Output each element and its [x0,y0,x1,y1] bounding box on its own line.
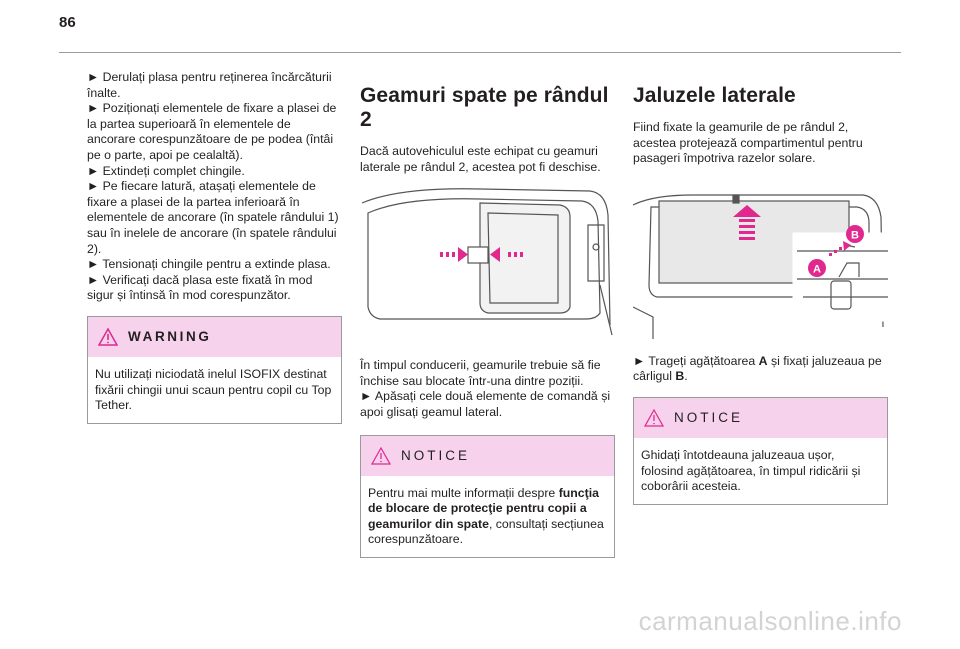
column-middle [360,70,615,558]
callout-b-label: B [851,229,859,242]
step-tension-straps: ► Tensionați chingile pentru a extinde plasa. [87,257,331,272]
callout-a-label: A [813,263,821,276]
instruction-part-3: . [684,369,688,384]
warning-text: Nu utilizați niciodată inelul ISOFIX destinat fixării chingii unui scaun pentru copil cu Top Tether. [95,366,332,413]
step-extend-straps: ► Extindeți complet chingile. [87,163,245,178]
side-blind-illustration [633,177,888,339]
step-check-net: ► Verificați dacă plasa este fixată în mod sigur și întinsă în mod corespunzător. [87,272,313,303]
instruction-ref-b: B [675,369,685,384]
warning-box [87,316,342,424]
column-left [87,70,342,424]
child-lock-link-text: funcţia de blocare de protecţie pentru copii a geamurilor din spate [368,485,599,531]
heading-side-blinds: Jaluzele laterale [633,84,796,107]
column-right [633,70,888,505]
notice-triangle-icon [644,409,664,427]
notice-text-pre: Pentru mai multe informații despre [368,485,559,500]
header-divider [59,52,901,53]
notice-text: Ghidați întotdeauna jaluzeaua ușor, folosind agățătoarea, în timpul ridicării și coborârii acesteia. [641,447,861,494]
instruction-part-2: și fixați jaluzeaua pe cârligul [633,353,882,384]
notice-header [361,436,614,476]
side-blinds-intro: Fiind fixate la geamurile de pe rândul 2, acestea protejează compartimentul pentru pasageri împotriva razelor solare. [633,120,863,166]
notice-title: NOTICE [401,448,471,464]
instruction-part-1: ► Trageți agățătoarea [633,353,759,368]
rear-windows-intro: Dacă autovehiculul este echipat cu geamuri laterale pe rândul 2, acestea pot fi deschise. [360,144,601,174]
notice-title: NOTICE [674,410,744,426]
instruction-ref-a: A [758,353,768,368]
heading-rear-windows: Geamuri spate pe rândul 2 [360,84,609,131]
notice-header [634,398,887,438]
step-position-fixings: ► Poziționați elementele de fixare a plasei de la partea superioară în elementele de ancorare corespunzătoare de pe podea (întâi pe o parte, apoi pe cealaltă). [87,101,337,162]
notice-box-blind [633,397,888,505]
notice-box-child-lock [360,435,615,558]
warning-title: WARNING [128,329,212,345]
watermark: carmanualsonline.info [638,606,902,636]
side-blind-instruction [633,354,888,385]
notice-text-post: , consultați secțiunea corespunzătoare. [368,516,604,547]
step-unroll-net: ► Derulați plasa pentru reținerea încărcăturii înalte. [87,70,332,100]
warning-header [88,317,341,357]
sliding-window-illustration [360,185,615,343]
page-number: 86 [59,14,76,31]
step-attach-lower: ► Pe fiecare latură, atașați elementele de fixare a plasei de la partea inferioară în elementele de ancorare (în spatele rândului 1) sau în inelele de ancorare (în spatele rândului 2). [87,179,339,256]
warning-triangle-icon [98,328,118,346]
rear-windows-driving-note: În timpul conducerii, geamurile trebuie să fie închise sau blocate într-una dintre poziții. [360,358,601,388]
notice-triangle-icon [371,447,391,465]
rear-windows-instruction: ► Apăsați cele două elemente de comandă și apoi glisați geamul lateral. [360,389,611,419]
notice-text [361,476,614,557]
